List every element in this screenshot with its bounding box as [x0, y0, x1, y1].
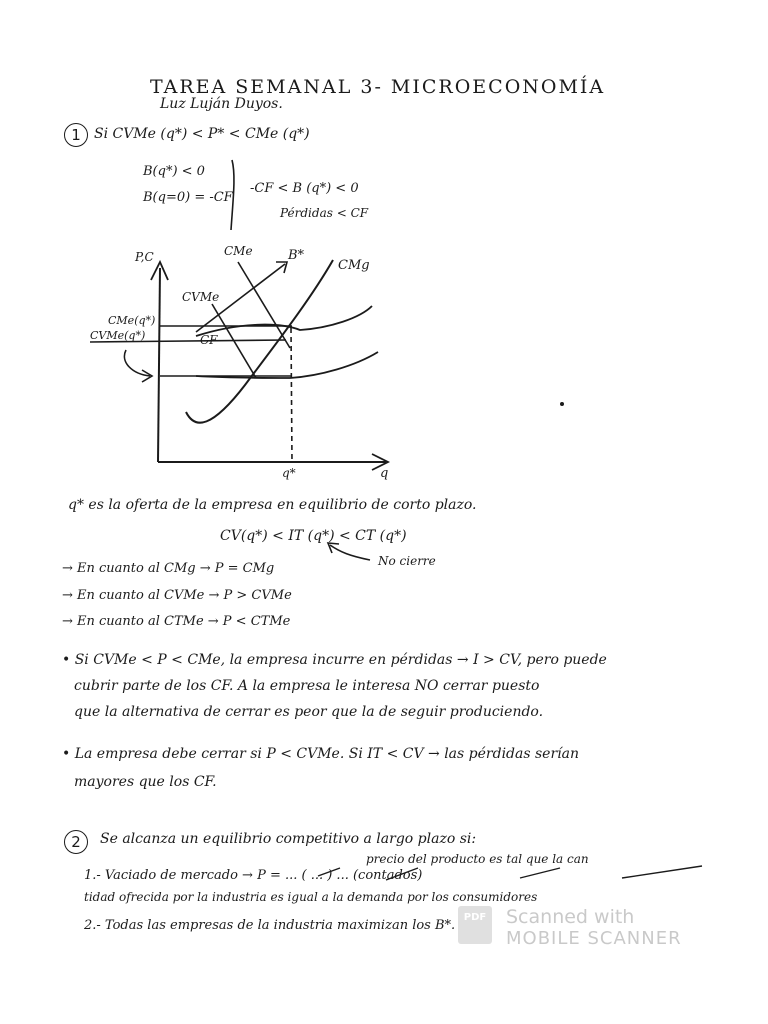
strikeout-3 — [520, 868, 560, 878]
y-axis — [158, 268, 160, 462]
stray-dot — [560, 402, 564, 406]
cvme-q-label: CVMe(q*) — [90, 329, 146, 342]
bullet2-line1: • La empresa debe cerrar si P < CVMe. Si IT < CV → las pérdidas serían — [62, 746, 579, 762]
note-arrow1: → En cuanto al CMg → P = CMg — [62, 561, 275, 576]
q-star-label: q* — [282, 466, 296, 480]
q1-condition: Si CVMe (q*) < P* < CMe (q*) — [94, 126, 310, 142]
question-number-2: 2 — [64, 830, 88, 854]
author-name: Luz Luján Duyos. — [160, 96, 283, 112]
cme-label: CMe — [224, 244, 253, 258]
x-axis-label: q — [380, 466, 389, 481]
note-arrow2: → En cuanto al CVMe → P > CVMe — [62, 588, 292, 603]
page-title: TAREA SEMANAL 3- MICROECONOMÍA — [150, 76, 606, 98]
q2-item1-line2: tidad ofrecida por la industria es igual a la demanda por los consumidores — [84, 890, 538, 904]
q2-item1-line1: 1.- Vaciado de mercado → P = ... ( ... ) ... (contados) — [84, 868, 423, 883]
cme-pointer-line — [238, 262, 290, 348]
cmg-label: CMg — [338, 258, 370, 273]
no-cierre-arrow — [330, 545, 370, 560]
q2-item2: 2.- Todas las empresas de la industria maximizan los B*. — [84, 918, 456, 933]
watermark-line2: MOBILE SCANNER — [506, 928, 682, 949]
q1-b-line2: B(q=0) = -CF — [143, 190, 233, 205]
bullet1-line1: • Si CVMe < P < CMe, la empresa incurre en pérdidas → I > CV, pero puede — [62, 652, 607, 668]
note-arrow3: → En cuanto al CTMe → P < CTMe — [62, 614, 291, 629]
q1-brace-text1: -CF < B (q*) < 0 — [250, 181, 359, 196]
scanner-watermark — [458, 904, 688, 950]
strikeout-4 — [622, 866, 702, 878]
cme-q-label: CMe(q*) — [108, 314, 156, 327]
cvme-curve — [196, 352, 378, 378]
bullet1-line3: que la alternativa de cerrar es peor que la de seguir produciendo. — [74, 704, 544, 720]
bullet2-line2: mayores que los CF. — [74, 774, 217, 790]
b-star-label: B* — [288, 248, 305, 263]
q1-brace-text2: Pérdidas < CF — [280, 206, 369, 220]
note-line1: q* es la oferta de la empresa en equilibrio de corto plazo. — [68, 497, 477, 513]
note-no-cierre: No cierre — [378, 554, 436, 568]
pdf-icon: PDF — [458, 906, 492, 944]
q1-brace — [231, 160, 234, 230]
watermark-line1: Scanned with — [506, 906, 635, 928]
note-inequality: CV(q*) < IT (q*) < CT (q*) — [220, 528, 407, 544]
q2-item1-above: precio del producto es tal que la can — [366, 852, 589, 866]
bullet1-line2: cubrir parte de los CF. A la empresa le interesa NO cerrar puesto — [74, 678, 540, 694]
cf-label: CF — [200, 333, 218, 347]
question-number-1: 1 — [64, 123, 88, 147]
cvme-label: CVMe — [182, 290, 220, 304]
q-star-dashed-line — [291, 328, 292, 462]
q1-b-line1: B(q*) < 0 — [143, 164, 205, 179]
q2-heading: Se alcanza un equilibrio competitivo a largo plazo si: — [100, 831, 477, 847]
y-axis-label: P,C — [135, 250, 154, 264]
